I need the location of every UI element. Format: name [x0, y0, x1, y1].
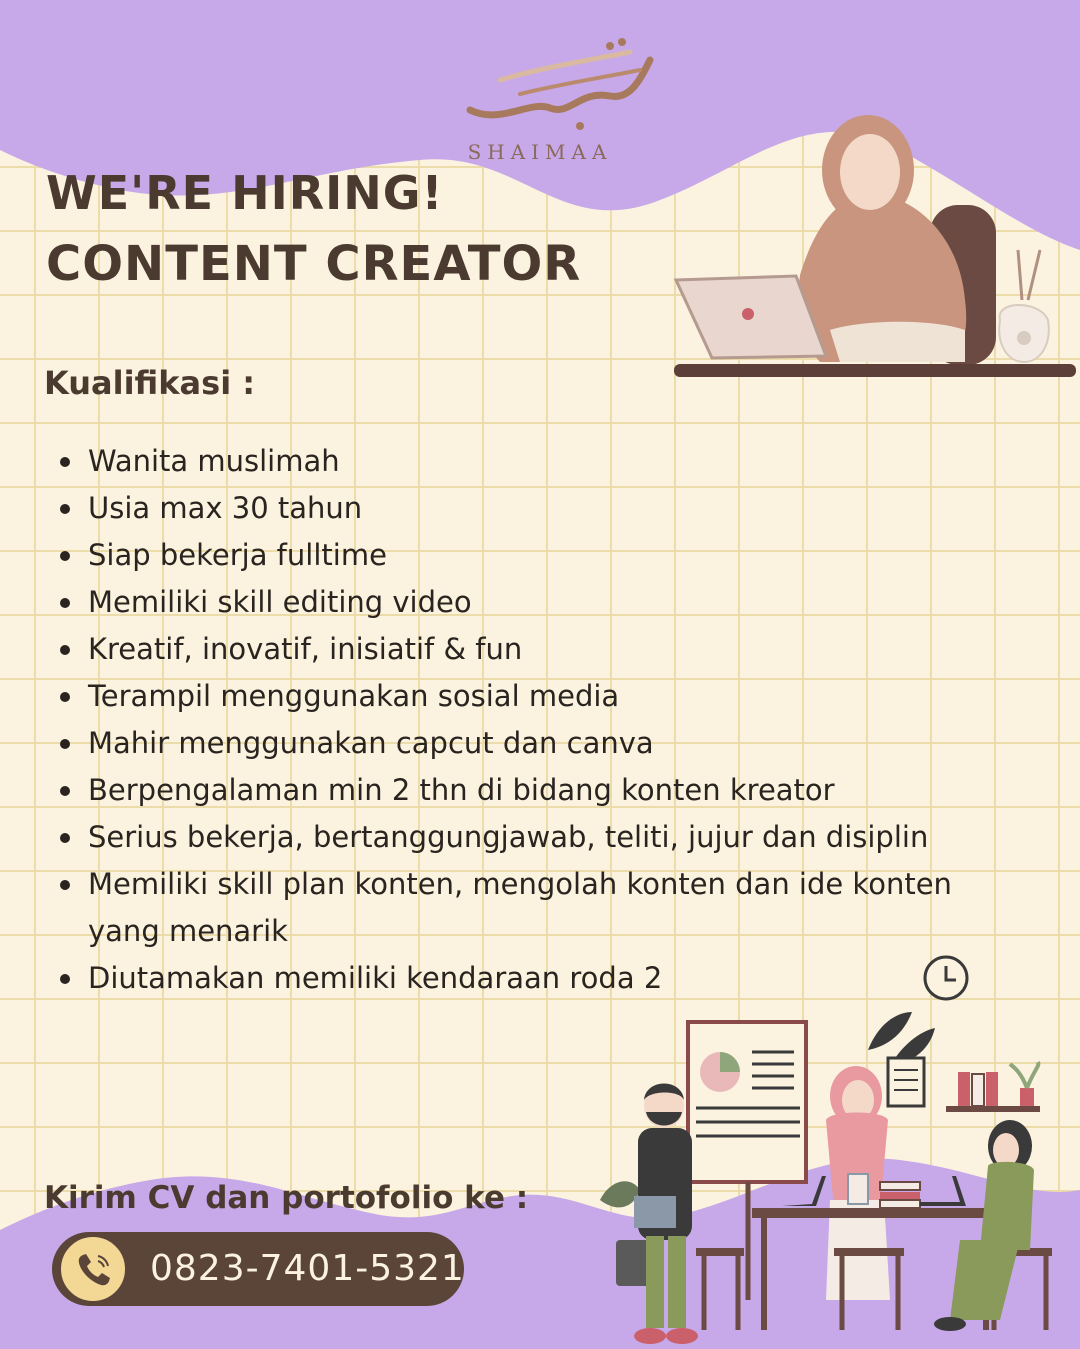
qualifications-title: Kualifikasi : — [44, 364, 256, 402]
phone-number[interactable]: 0823-7401-5321 — [150, 1248, 465, 1289]
list-item: Kreatif, inovatif, inisiatif & fun — [56, 626, 986, 673]
list-item: Berpengalaman min 2 thn di bidang konten kreator — [56, 767, 986, 814]
clock-icon — [925, 957, 967, 999]
phone-icon — [74, 1250, 114, 1290]
list-item: Memiliki skill plan konten, mengolah konten dan ide konten yang menarik — [56, 861, 986, 955]
headline-hiring: WE'RE HIRING! — [46, 166, 444, 220]
list-item: Terampil menggunakan sosial media — [56, 673, 986, 720]
list-item: Wanita muslimah — [56, 438, 986, 485]
list-item: Diutamakan memiliki kendaraan roda 2 — [56, 955, 986, 1002]
list-item: Serius bekerja, bertanggungjawab, teliti, jujur dan disiplin — [56, 814, 986, 861]
list-item: Usia max 30 tahun — [56, 485, 986, 532]
brand-name: SHAIMAA — [467, 140, 613, 164]
contact-label: Kirim CV dan portofolio ke : — [44, 1180, 529, 1216]
headline-role: CONTENT CREATOR — [46, 236, 582, 292]
list-item: Siap bekerja fulltime — [56, 532, 986, 579]
list-item: Mahir menggunakan capcut dan canva — [56, 720, 986, 767]
list-item: Memiliki skill editing video — [56, 579, 986, 626]
